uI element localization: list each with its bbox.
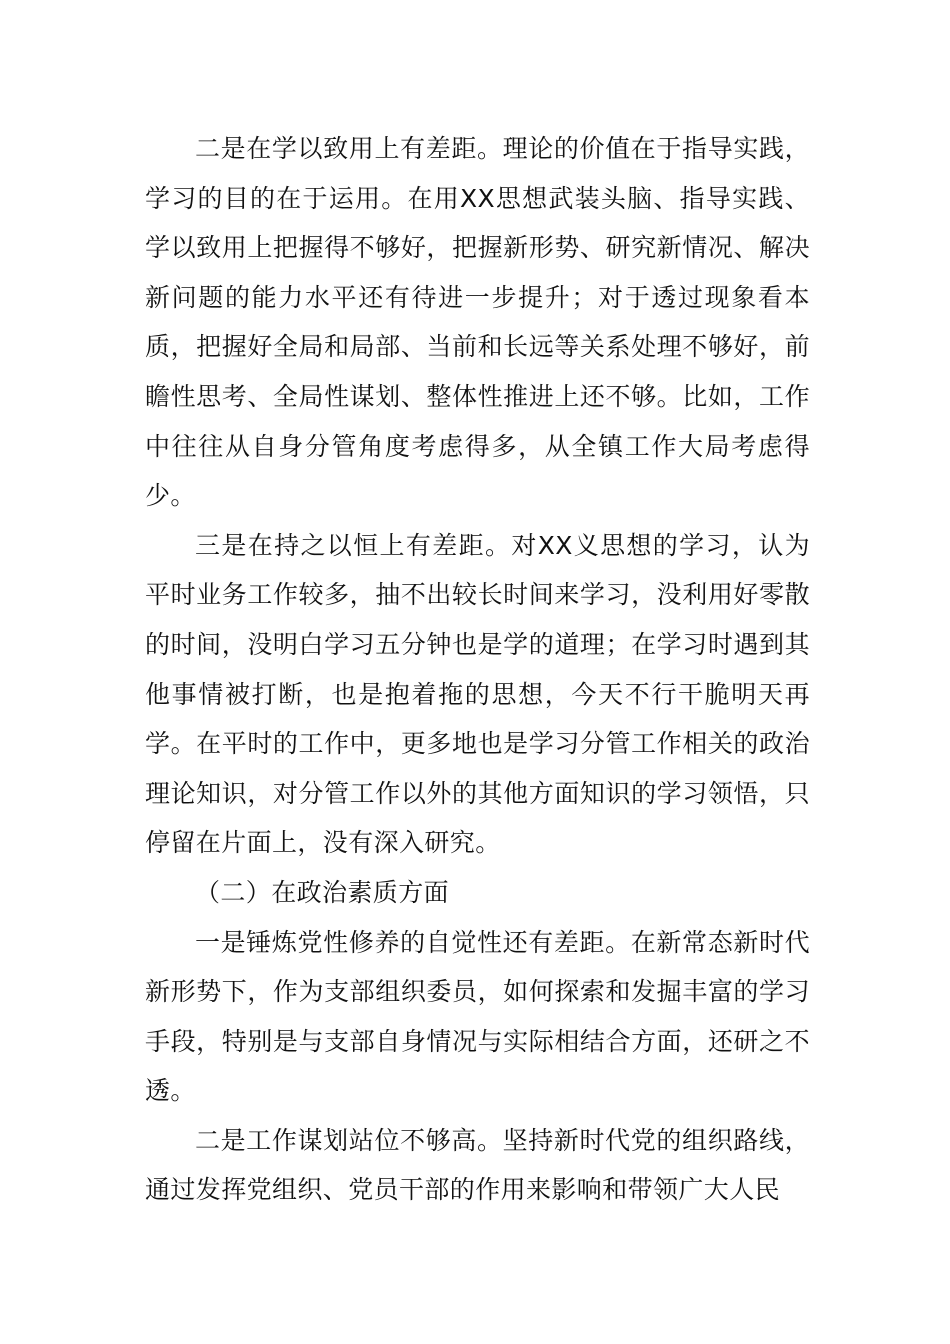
- document-body: [145, 124, 810, 1215]
- paragraph-party-spirit: 一是锤炼党性修养的自觉性还有差距。在新常态新时代新形势下，作为支部组织委员，如何探索和发掘丰富的学习手段，特别是与支部自身情况与实际相结合方面，还研之不透。: [145, 927, 810, 1106]
- paragraph-learning-application: 二是在学以致用上有差距。理论的价值在于指导实践，学习的目的在于运用。在用XX思想武装头脑、指导实践、学以致用上把握得不够好，把握新形势、研究新情况、解决新问题的能力水平还有待进一步提升；对于透过现象看本质，把握好全局和局部、当前和长远等关系处理不够好，前瞻性思考、全局性谋划、整体性推进上还不够。比如，工作中往往从自身分管角度考虑得多，从全镇工作大局考虑得少。: [145, 134, 810, 511]
- paragraph-work-planning: 二是工作谋划站位不够高。坚持新时代党的组织路线，通过发挥党组织、党员干部的作用来影响和带领广大人民: [145, 1125, 810, 1205]
- section-heading-political-quality: （二）在政治素质方面: [195, 877, 450, 907]
- paragraph-persistence: 三是在持之以恒上有差距。对XX义思想的学习，认为平时业务工作较多，抽不出较长时间来学习，没利用好零散的时间，没明白学习五分钟也是学的道理；在学习时遇到其他事情被打断，也是抱着拖的思想，今天不行干脆明天再学。在平时的工作中，更多地也是学习分管工作相关的政治理论知识，对分管工作以外的其他方面知识的学习领悟，只停留在片面上，没有深入研究。: [145, 530, 810, 858]
